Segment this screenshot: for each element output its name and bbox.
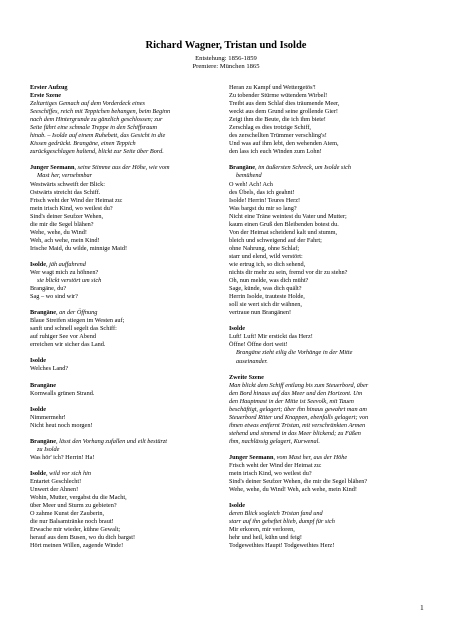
speaker-line: Isolde, jäh auffahrend [30,260,86,268]
verse-line: Entartet Geschlecht! [30,477,82,485]
verse-line: Erwache mir wieder, kühne Gewalt; [30,526,121,534]
verse-line: Und was auf ihm lebt, den wehenden Atem, [229,140,339,148]
verse-line: bleich und schweigend auf der Fahrt; [229,236,322,244]
stage-direction-line: Seite führt eine schmale Treppe in den Schiffsraum [30,124,158,132]
verse-line: Herrin Isolde, trauteste Holde, [229,293,305,301]
paragraph-gap [30,398,226,406]
verse-line: Todgeweihtes Haupt! Todgeweihtes Herz! [229,542,335,550]
stage-direction-line: Seeschiffes, reich mit Teppichen behangen, beim Beginn [30,108,171,116]
origin-line: Entstehung: 1856-1859 [195,55,257,62]
verse-line: weckt aus dem Grund seine grollende Gier! [229,108,338,116]
verse-line: Irische Maid, du wilde, minnige Maid! [30,244,128,252]
left-text-column [30,84,226,550]
paragraph-gap [229,446,429,454]
verse-line: Weh, ach wehe, mein Kind! [30,236,100,244]
paragraph-gap [30,430,226,438]
right-text-column [229,84,429,550]
verse-line: Ostwärts streicht das Schiff. [30,188,101,196]
verse-line: nichts dir mehr zu sein, fremd vor dir zu stehn? [229,269,348,277]
heading-line: Zweite Szene [229,373,264,381]
stage-direction-line: ihm, nachlässig gelagert, Kurwenal. [229,437,320,445]
speaker-line: Isolde, wild vor sich hin [30,469,91,477]
verse-line: Hört meinen Willen, zagende Winde! [30,542,124,550]
verse-line: Mir erkoren, mir verloren, [229,526,295,534]
stage-direction-line: deren Blick sogleich Tristan fand und [229,510,323,518]
verse-line: Isolde! Herrin! Teures Herz! [229,196,301,204]
verse-line: starr und elend, wild verstört: [229,252,303,260]
verse-line: Was bargst du mir so lang? [229,204,297,212]
paragraph-gap [30,374,226,382]
verse-line: mein irisch Kind, wo weilest du? [30,204,113,212]
verse-line: Brangäne, du? [30,285,67,293]
verse-line: vertraue nun Brangänen! [229,309,292,317]
verse-line: des Übels, das ich geahnt! [229,188,295,196]
stage-direction-line: Kissen gedrückt. Brangäne, einen Teppich [30,140,136,148]
verse-line: des zerschellten Trümmer verschling's! [229,132,327,140]
verse-line: Wehe, wehe, du Wind! Weh, ach wehe, mein Kind! [229,486,357,494]
verse-line: Sag – wo sind wir? [30,293,78,301]
verse-line: über Meer und Sturm zu gebieten? [30,502,117,510]
premiere-line: Premiere: München 1865 [192,63,260,70]
paragraph-gap [229,366,429,374]
stage-direction-line: ihnen etwas entfernt Tristan, mit verschränkten Armen [229,421,366,429]
verse-line: Zeigt ihm die Beute, die ich ihm biete! [229,116,326,124]
stage-direction-line: Man blickt dem Schiff entlang bis zum Steuerbord, über [229,381,369,389]
stage-direction-line: den Hauptmast in der Mitte ist Seevolk, mit Tauen [229,397,354,405]
paragraph-gap [30,301,226,309]
stage-direction-line: hinab. – Isolde auf einem Ruhebett, das Gesicht in die [30,132,166,140]
speaker-line: Junger Seemann, vom Mast her, aus der Höhe [229,453,348,461]
verse-line: Wohin, Mutter, vergabst du die Macht, [30,494,127,502]
verse-line: Luft! Luft! Mir erstickt das Herz! [229,333,313,341]
verse-line: Blaue Streifen stiegen im Westen auf; [30,317,125,325]
page-number: 1 [420,603,424,612]
stage-direction-line: starr auf ihn geheftet blieb, dumpf für sich [229,518,335,526]
paragraph-gap [30,253,226,261]
paragraph-gap [229,494,429,502]
verse-line: Oh, nun melde, was dich müht? [229,277,309,285]
verse-line: den lass ich euch Winden zum Lohn! [229,148,322,156]
verse-line: Nicht eine Träne weintest du Vater und Mutter; [229,212,347,220]
speaker-line: Brangäne, lässt den Vorhang zufallen und eilt bestürzt [30,437,168,445]
verse-line: mein irisch Kind, wo weilest du? [229,470,312,478]
verse-line: soll sie wert sich dir wähnen, [229,301,302,309]
stage-direction-line: beschäftigt, gelagert; über ihn hinaus gewahrt man am [229,405,367,413]
verse-line: Kornwalls grünen Strand. [30,389,95,397]
verse-line: ohne Nahrung, ohne Schlaf; [229,244,300,252]
verse-line: herauf aus dem Busen, wo du dich bargst! [30,534,136,542]
verse-line: Heran zu Kampf und Wettergetös'! [229,84,316,91]
stage-direction-line: Mast her, vernehmbar [37,172,93,180]
verse-line: Sind's deiner Seufzer Wehen, die mir die Segel blähen? [229,478,368,486]
verse-line: Was hör' ich? Herrin! Ha! [30,453,95,461]
heading-line: Erster Aufzug [30,84,68,91]
verse-line: Sind's deiner Seufzer Wehen, [30,212,104,220]
stage-direction-line: zu Isolde [37,445,60,453]
verse-line: Welches Land? [30,365,69,373]
document-title: Richard Wagner, Tristan und Isolde [145,40,307,51]
verse-line: Sage, künde, was dich quält? [229,285,302,293]
verse-line: Wer wagt mich zu höhnen? [30,268,99,276]
stage-direction-line: zurückgeschlagen haltend, blickt zur Seite über Bord. [30,148,164,156]
verse-line: Unwert der Ahnen! [30,485,79,493]
verse-line: Treibt aus dem Schlaf dies träumende Meer, [229,100,340,108]
stage-direction-line: Zeltartiges Gemach auf dem Vorderdeck eines [30,100,145,108]
speaker-line: Brangäne, im äußersten Schreck, um Isolde sich [229,164,351,172]
verse-line: O weh! Ach! Ach [229,180,273,188]
verse-line: kaum einen Gruß den Bleibenden botest du. [229,220,339,228]
verse-line: Frisch weht der Wind der Heimat zu: [229,462,322,470]
verse-line: Zerschlag es dies trotzige Schiff, [229,124,311,132]
paragraph-gap [30,349,226,357]
verse-line: O zahme Kunst der Zauberin, [30,510,105,518]
verse-line: Wehe, wehe, du Wind! [30,228,87,236]
stage-direction-line: auseinander. [236,357,268,365]
verse-line: die mir die Segel blähen? [30,220,94,228]
stage-direction-line: sie blickt verstört um sich [37,277,102,285]
stage-direction-line: Steuerbord Ritter und Knappen, ebenfalls gelagert; von [229,413,369,421]
paragraph-gap [30,462,226,470]
verse-line: Nicht heut noch morgen! [30,421,93,429]
stage-direction-line: bemühend [236,172,262,180]
verse-line: Zu tobender Stürme wütendem Wirbel! [229,92,328,100]
speaker-line: Junger Seemann, seine Stimme aus der Höhe, wie vom [30,164,170,172]
stage-direction-line: stehend und sinnend in das Meer blickend; zu Füßen [229,429,361,437]
verse-line: hehr und heil, kühn und feig! [229,534,302,542]
heading-line: Isolde [229,325,245,333]
heading-line: Isolde [30,405,46,413]
paragraph-gap [229,317,429,325]
verse-line: Westwärts schweift der Blick: [30,180,105,188]
verse-line: Öffne! Öffne dort weit! [229,341,288,349]
heading-line: Isolde [30,357,46,365]
verse-line: sanft und schnell segelt das Schiff: [30,325,117,333]
heading-line: Isolde [229,502,245,510]
speaker-line: Brangäne, an der Öffnung [30,309,98,317]
verse-line: Frisch weht der Wind der Heimat zu: [30,196,123,204]
verse-line: auf ruhiger See vor Abend [30,333,96,341]
heading-line: Brangäne [30,381,57,389]
verse-line: die nur Balsamtränke noch braut! [30,518,114,526]
stage-direction-line: den Bord hinaus auf das Meer und den Horizont. Um [229,389,363,397]
verse-line: Von der Heimat scheidend kalt und stumm, [229,228,338,236]
verse-line: Nimmermehr! [30,413,66,421]
verse-line: wie ertrug ich, so dich sehend, [229,260,306,268]
paragraph-gap [30,156,226,164]
heading-line: Erste Szene [30,92,62,100]
verse-line: erreichen wir sicher das Land. [30,341,106,349]
stage-direction-line: Brangäne zieht eilig die Vorhänge in der Mitte [236,349,353,357]
paragraph-gap [229,156,429,164]
stage-direction-line: nach dem Hintergrunde zu gänzlich geschlossen; zur [30,116,163,124]
